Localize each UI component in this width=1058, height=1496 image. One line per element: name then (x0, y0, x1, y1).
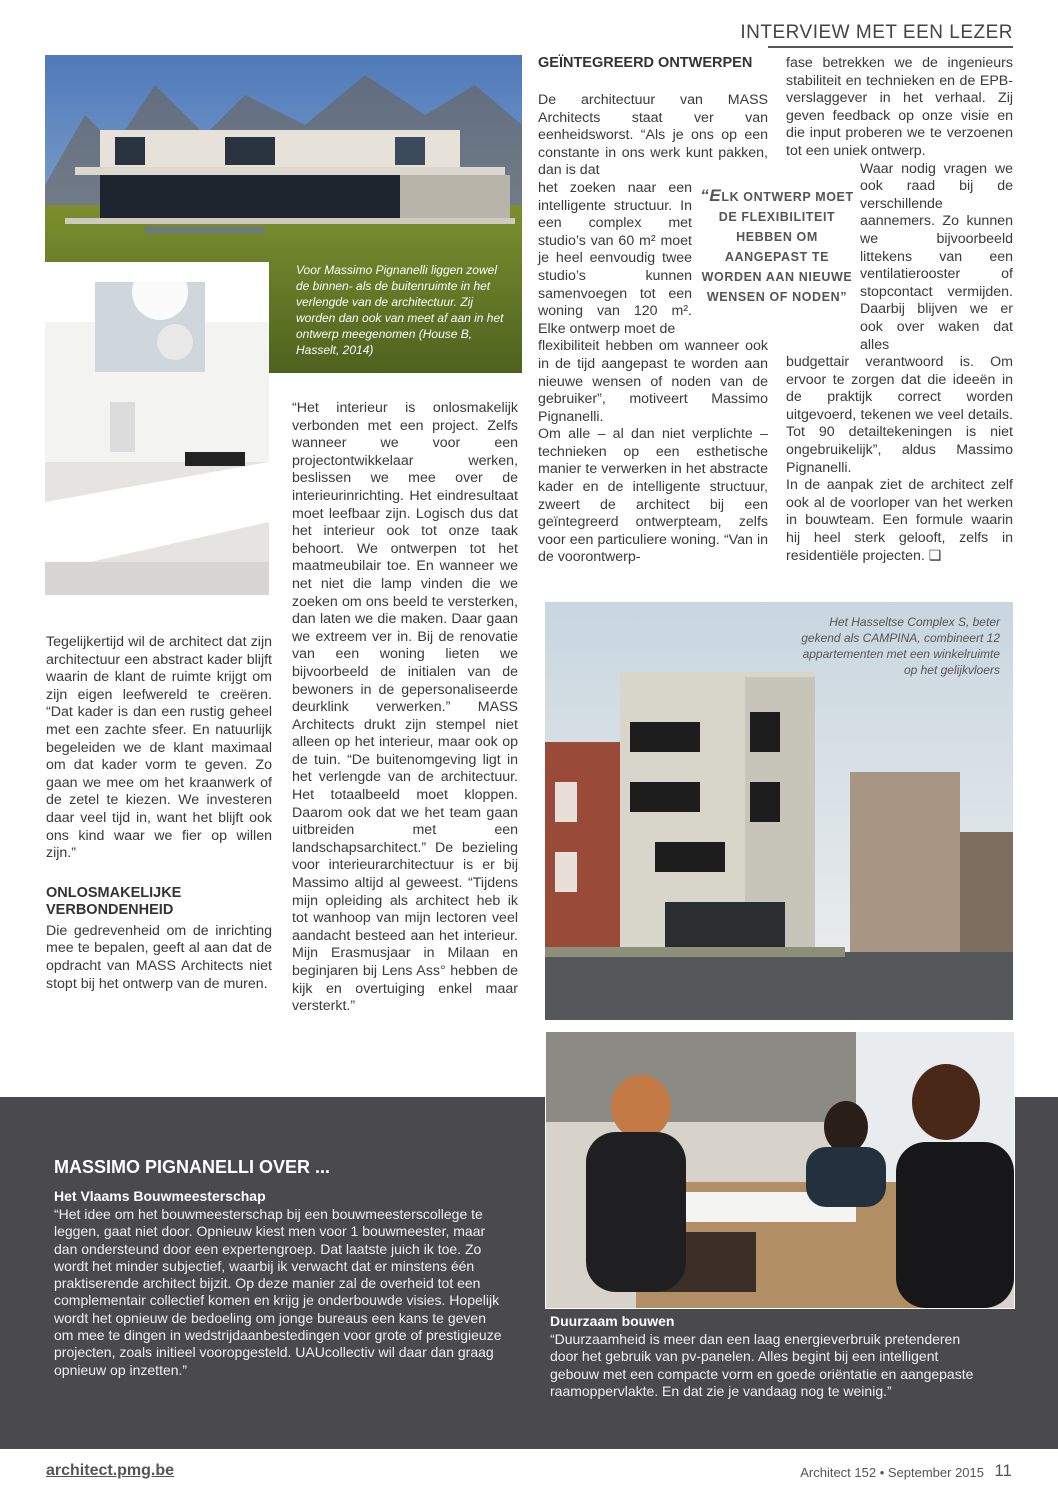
house-photo-caption: Voor Massimo Pignanelli liggen zowel de binnen- als de buitenruimte in het verlengde van de architectuur. Zij worden dan ook van meet af aan in het ontwerp meegenomen (House B, Hasselt, 2014) (296, 263, 504, 357)
team-photo (545, 1031, 1015, 1309)
middle-column (292, 400, 518, 1016)
column-3 (538, 55, 768, 567)
section-rule (768, 46, 1013, 48)
col3-subhead: GEÏNTEGREERD ONTWERPEN (538, 55, 753, 71)
team-illustration (546, 1032, 1014, 1308)
interior-photo (45, 262, 269, 595)
box-text-2: “Duurzaamheid is meer dan een laag energieverbruik pretenderen door het gebruik van pv-panelen. Alles begint bij een intelligent gebouw met een compacte vorm en goede oriëntatie en aangepaste raamoppervlakte. En dat zie je vandaag nog te weinig.” (550, 1331, 974, 1399)
section-header: INTERVIEW MET EEN LEZER (740, 22, 1013, 43)
col4-para-2a: Waar nodig vragen we ook raad bij de verschillende aannemers. Zo kunnen we bijvoorbeeld littekens van een ventilatierooster of stopcontact vermijden. Daarbij blijven we er ook over waken dat alles (860, 160, 1013, 353)
column-4 (786, 55, 1013, 565)
left-subhead: ONLOSMAKELIJKE VERBONDENHEID (46, 884, 182, 918)
footer-publication: Architect 152 • September 2015 (800, 1465, 984, 1480)
end-mark-icon: ❑ (928, 547, 942, 564)
left-column (46, 634, 272, 993)
middle-text: “Het interieur is onlosmakelijk verbonden met een project. Zelfs wanneer we voor een projectontwikkelaar werken, beslissen we mee over de interieurinrichting. Het eindresultaat moet leefbaar zijn. Logisch dus dat het interieur ook tot onze taak behoort. We ontwerpen tot het maatmeubilair toe. En wanneer we net niet die lamp vinden die we zoeken om ons beeld te versterken, dan laten we die maken. Daar gaan we extreem ver in. Bij de renovatie van een woning lieten we bijvoorbeeld de initialen van de bewoners in de gepersonaliseerde deurklink verwerken.” MASS Architects drukt zijn stempel niet alleen op het interieur, maar ook op de tuin. “De buitenomgeving ligt in het verlengde van de architectuur. Het totaalbeeld moet kloppen. Daarom ook dat we het team gaan uitbreiden met een landschapsarchitect.” De bezieling voor interieurarchitectuur is er bij Massimo altijd al geweest. “Tijdens mijn opleiding als architect heb ik tot wanhoop van mijn lectoren veel aandacht besteed aan het interieur. Mijn Erasmusjaar in Milaan en beginjaren bij Lens Ass° hebben de kijk en overtuiging enkel maar versterkt.” (292, 400, 518, 1015)
page-number: 11 (994, 1461, 1012, 1480)
building-photo-caption: Het Hasseltse Complex S, beter gekend als CAMPINA, combineert 12 appartementen met een winkelruimte op het gelijkvloers (801, 615, 1000, 677)
col4-para-1: fase betrekken we de ingenieurs stabiliteit en technieken en de EPB-verslaggever in het verhaal. Zij geven feedback op onze visie en die input proberen we te verzoenen tot een uniek ontwerp. (786, 55, 1013, 159)
box-title: MASSIMO PIGNANELLI OVER ... (54, 1157, 331, 1177)
box-text-1: “Het idee om het bouwmeesterschap bij een bouwmeesterscollege te leggen, gaat niet door. Opnieuw kiest men voor 1 bouwmeester, maar dan ondersteund door een expertengroep. Dat laatste juich ik toe. Zo wordt het minder subjectief, waarbij ik verwacht dat er minstens één praktiserende architect bijzit. Op deze manier zal de overheid tot een complementair collectief komen en krijg je onderbouwde visies. Hopelijk wordt het opnieuw de bedoeling om jonge bureaus een kans te geven om mee te dingen in wedstrijdaanbestedingen voor grote of prestigieuze projecten, zoals initieel vooropgesteld. UAUcollectiv wil daar dan graag opnieuw op inzetten.” (54, 1206, 502, 1378)
interior-illustration (45, 262, 269, 595)
col3-para-1c: flexibiliteit hebben om wanneer ook in de tijd aangepast te worden aan nieuwe wensen of noden van de gebruiker”, motiveert Massimo Pignanelli. (538, 338, 768, 425)
left-para-1: Tegelijkertijd wil de architect dat zijn architectuur een abstract kader blijft waarin de klant de ruimte krijgt om zijn eigen leefwereld te creëren. “Dat kader is dan een rustig geheel met een zachte sfeer. En natuurlijk begeleiden we de klant maximaal om dat kader vorm te geven. Zo gaan we mee om het kraanwerk of de zetel te kiezen. We investeren daar veel tijd in, want het blijft ook ons kind waar we fier op willen zijn.” (46, 634, 272, 862)
col3-para-2: Om alle – al dan niet verplichte – technieken op een esthetische manier te verwerken in het abstracte kader en de intelligente structuur, zweert de architect bij een geïntegreerd ontwerpteam, zelfs voor een particuliere woning. “Van in de voorontwerp- (538, 426, 768, 566)
col4-para-2b: budgettair verantwoord is. Om ervoor te zorgen dat die ideeën in de praktijk correct worden uitgevoerd, tekenen we veel details. Tot 90 detailtekeningen is niet ongebruikelijk”, aldus Massimo Pignanelli. (786, 354, 1013, 476)
pull-quote-text: LK ONTWERP MOET DE FLEXIBILITEIT HEBBEN OM AANGEPAST TE WORDEN AAN NIEUWE WENSEN OF NODEN” (701, 190, 854, 304)
left-para-2: Die gedrevenheid om de inrichting mee te bepalen, geeft al aan dat de opdracht van MASS Architects niet stopt bij het ontwerp van de muren. (46, 922, 272, 992)
col4-para-3 (786, 477, 1013, 565)
box-subhead-2: Duurzaam bouwen (550, 1313, 675, 1329)
box-subhead-1: Het Vlaams Bouwmeesterschap (54, 1188, 266, 1204)
col4-para-3-text: In de aanpak ziet de architect zelf ook al de voorloper van het werken in bouwteam. Een formule waarin hij heel sterk gelooft, zelfs in residentiële projecten. (786, 477, 1013, 564)
col3-para-1b: het zoeken naar een intelligente structuur. In een complex met studio’s van 60 m² moet je heel eenvoudig twee studio’s kunnen samenvoegen tot een woning van 120 m². Elke ontwerp moet de (538, 179, 692, 337)
col3-para-1a: De architectuur van MASS Architects staat ver van eenheidsworst. “Als je ons op een constante in ons werk kunt pakken, dan is dat (538, 92, 768, 179)
pull-quote-first: “E (700, 186, 722, 205)
footer-website-link[interactable]: architect.pmg.be (46, 1462, 175, 1479)
